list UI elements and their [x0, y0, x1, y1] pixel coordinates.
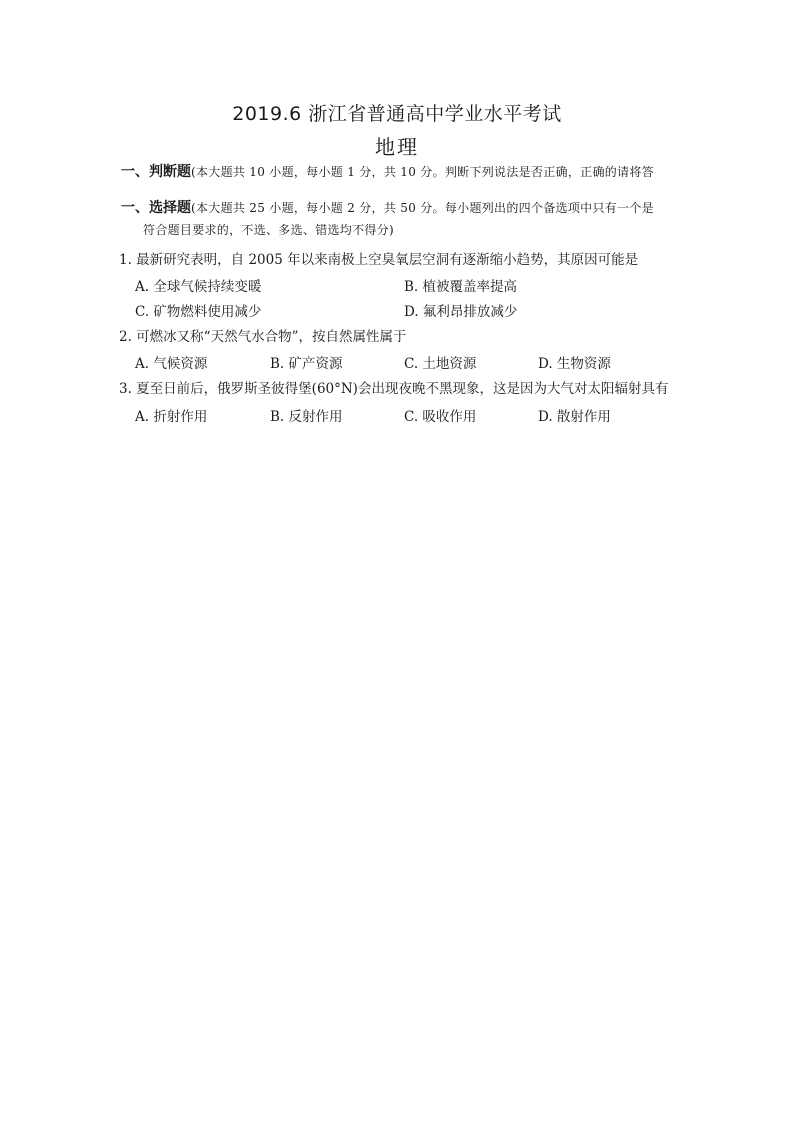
- question-2-stem: 2. 可燃冰又称“天然气水合物”，按自然属性属于: [119, 329, 407, 345]
- question-1-option-a: A. 全球气候持续变暖: [135, 279, 262, 295]
- question-2-option-a: A. 气候资源: [135, 356, 208, 372]
- question-3-option-d: D. 散射作用: [538, 409, 611, 425]
- question-1-option-c: C. 矿物燃料使用减少: [135, 304, 262, 320]
- question-2-option-c: C. 土地资源: [404, 356, 477, 372]
- section-heading: 一、判断题: [121, 164, 191, 180]
- section-description: (本大题共 10 小题，每小题 1 分，共 10 分。判断下列说法是否正确，正确的请将答: [191, 165, 654, 179]
- question-1-option-b: B. 植被覆盖率提高: [404, 279, 518, 295]
- question-1-option-d: D. 氟利昂排放减少: [404, 304, 518, 320]
- exam-title: 2019.6 浙江省普通高中学业水平考试: [232, 103, 562, 125]
- section-description: (本大题共 25 小题，每小题 2 分，共 50 分。每小题列出的四个备选项中只有一个是: [191, 201, 654, 215]
- section-heading: 一、选择题: [121, 200, 191, 216]
- section-multiple-choice: [121, 197, 654, 219]
- question-3-option-c: C. 吸收作用: [404, 409, 477, 425]
- subject-title: 地理: [375, 135, 419, 159]
- question-1-stem: 1. 最新研究表明，自 2005 年以来南极上空臭氧层空洞有逐渐缩小趋势，其原因可能是: [119, 252, 639, 268]
- question-3-option-b: B. 反射作用: [270, 409, 343, 425]
- question-2-option-d: D. 生物资源: [538, 356, 611, 372]
- question-3-stem: 3. 夏至日前后，俄罗斯圣彼得堡(60°N)会出现夜晚不黑现象，这是因为大气对太阳辐射具有: [119, 381, 669, 397]
- section-true-false: [121, 161, 654, 183]
- question-3-option-a: A. 折射作用: [135, 409, 208, 425]
- question-2-option-b: B. 矿产资源: [270, 356, 343, 372]
- section-description-continued: 符合题目要求的，不选、多选、错选均不得分): [143, 223, 394, 237]
